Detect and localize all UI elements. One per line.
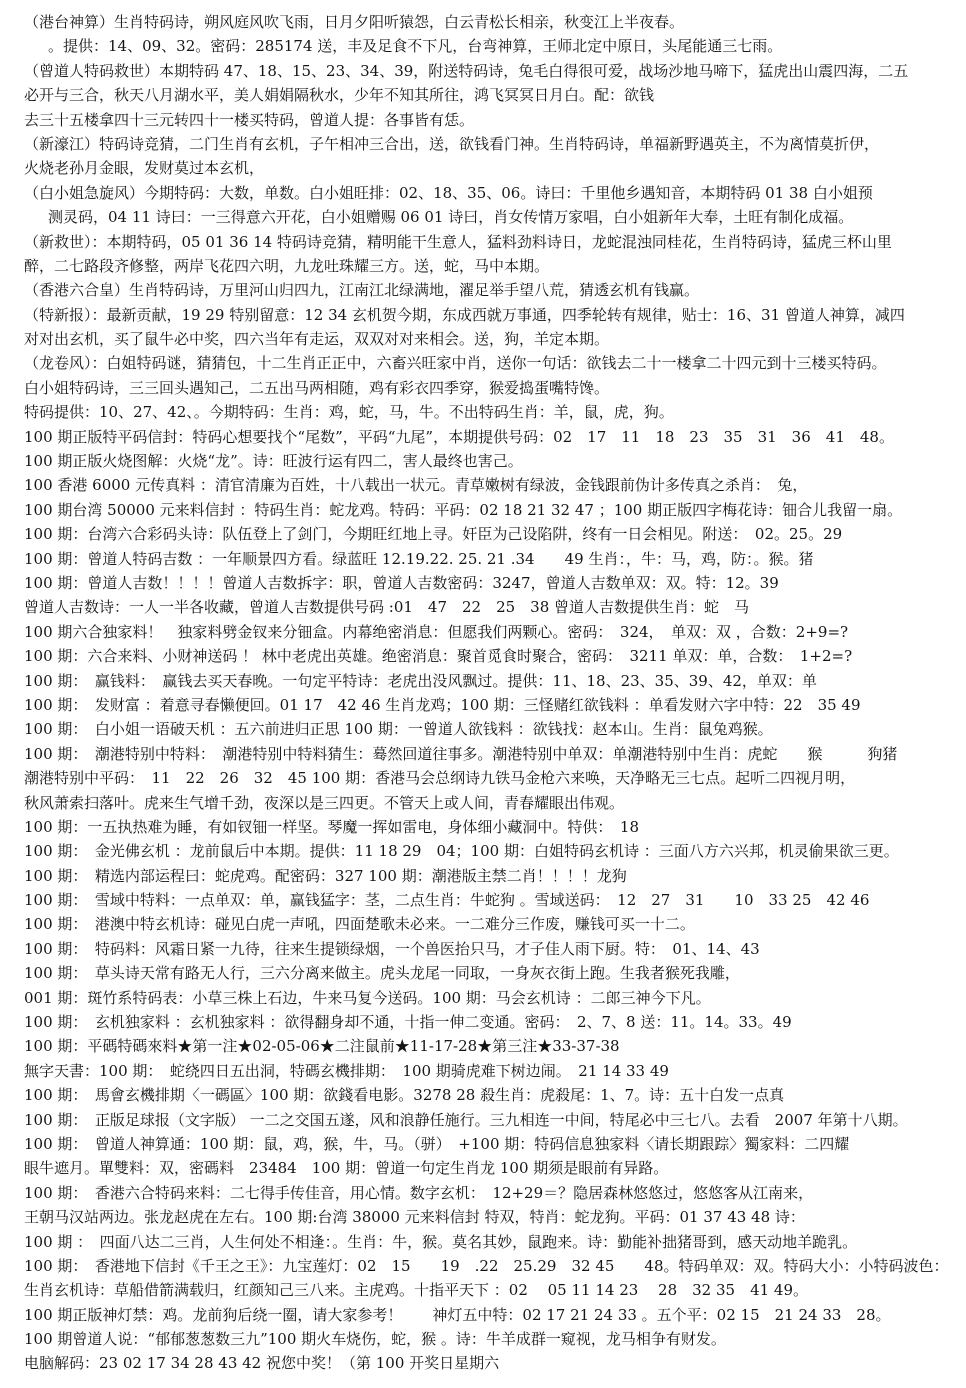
- text-line: 眼牛遮月。單雙料：双，密碼料 23484 100 期：曾道一句定生肖龙 100 期须是眼前有异路。: [24, 1159, 669, 1178]
- text-line: 100 期台湾 50000 元来料信封 ：特码生肖：蛇龙鸡。特码：平码：02 18 21 32 47 ；100 期正版四字梅花诗：钿合儿我留一扇。: [24, 500, 903, 519]
- text-line: 100 期： 玄机独家料 ：玄机独家料 ：欲得翻身却不通，十指一伸二变通。密码： 2、7、8 送：11。14。33。49: [24, 1013, 792, 1032]
- text-line: 测灵码，04 11 诗曰：一三得意六开花，白小姐赠赐 06 01 诗曰，肖女传情万家唱，白小姐新年大奉，土旺有制化成福。: [48, 208, 854, 227]
- text-line: 100 期：六合来料、小财神送码 ！ 林中老虎出英雄。绝密消息：聚首觅食时聚合，密码： 3211 单双：单，合数： 1+2=?: [24, 647, 853, 666]
- text-line: 100 期正版特平码信封：特码心想要找个“尾数”，平码“九尾”，本期提供号码：02 17 11 18 23 35 31 36 41 48。: [24, 427, 894, 446]
- text-line: （特新报）：最新贡献，19 29 特别留意：12 34 玄机贺今期，东成西就万事通，四季轮转有规律，贴士：16、31 曾道人神算，减四: [24, 305, 905, 324]
- text-line: 100 期： 潮港特别中特料： 潮港特别中特料猜生：蓦然回道往事多。潮港特别中单双：单潮港特别中生肖：虎蛇 猴 狗猪: [24, 744, 898, 763]
- text-line: 100 香港 6000 元传真料 ：清官清廉为百姓，十八载出一状元。青草嫩树有绿波，金钱跟前伪计多传真之杀肖： 兔，: [24, 476, 808, 495]
- text-line: 100 期： 白小姐一语破天机 ：五六前进归正思 100 期：一曾道人欲钱料 ：欲钱找：赵本山。生肖：鼠兔鸡猴。: [24, 720, 773, 739]
- text-line: 必开与三合，秋天八月湖水平，美人娟娟隔秋水，少年不知其所往，鸿飞冥冥日月白。配：欲钱: [24, 86, 655, 105]
- text-line: 秋风萧索扫落叶。虎来生气增千劲，夜深以是三四更。不管天上或人间，青春耀眼出伟观。: [24, 793, 625, 812]
- text-line: （龙卷风）：白姐特码谜，猜猜包，十二生肖正正中，六畜兴旺家中肖，送你一句话：欲钱去二十一楼拿二十四元到十三楼买特码。: [24, 354, 887, 373]
- text-line: 100 期： 馬會玄機排期〈一碼區〉100 期：欲錢看电影。3278 28 殺生肖：虎殺尾：1、7。诗：五十白发一点真: [24, 1086, 785, 1105]
- text-line: 100 期：一五执热难为睡，有如钗钿一样坚。琴魔一挥如雷电，身体细小藏洞中。特供： 18: [24, 817, 639, 836]
- text-line: （新濠江）特码诗竞猜，二门生肖有玄机，子午相冲三合出，送，欲钱看门神。生肖特码诗，单福新野遇英主，不为离情莫折伊，: [24, 134, 880, 153]
- text-line: （曾道人特码救世）本期特码 47、18、15、23、34、39，附送特码诗，兔毛白得很可爱，战场沙地马啼下，猛虎出山震四海，二五: [24, 61, 909, 80]
- text-line: 100 期： 香港地下信封《千王之王》：九宝莲灯：02 15 19 .22 25.29 32 45 48。特码单双：双。特码大小：小特码波色：: [24, 1256, 949, 1275]
- text-line: 無字天書：100 期： 蛇绕四日五出洞，特碼玄機排期： 100 期骑虎难下树边闹。 21 14 33 49: [24, 1061, 669, 1080]
- text-line: （香港六合皇）生肖特码诗，万里河山归四九，江南江北绿满地，濯足举手望八荒，猜透玄机有钱赢。: [24, 281, 700, 300]
- text-line: 醉，二七路段齐修整，两岸飞花四六明，九龙吐珠耀三方。送，蛇，马中本期。: [24, 256, 550, 275]
- text-line: 100 期： 香港六合特码来料：二七得手传佳音，用心情。数字玄机： 12+29＝？隐居森林悠悠过，悠悠客从江南来，: [24, 1183, 814, 1202]
- document-page: [24, 10, 954, 1376]
- text-line: 特码提供：10、27、42、。今期特码：生肖：鸡，蛇，马，牛。不出特码生肖：羊，鼠，虎，狗。: [24, 403, 674, 422]
- text-line: 100 期： 草头诗天常有路无人行，三六分离来做主。虎头龙尾一同取，一身灰衣街上跑。生我者猴死我雕，: [24, 964, 740, 983]
- text-line: 火烧老孙月金眼，发财莫过本玄机，: [24, 159, 265, 178]
- text-line: 100 期 ： 四面八达二三肖，人生何处不相逢：。生肖：牛，猴。莫名其妙，鼠跑来。诗：勤能补拙猪哥到，感天动地羊跪乳。: [24, 1232, 858, 1251]
- text-line: 100 期： 发财富 ：着意寻春懒便回。01 17 42 46 生肖龙鸡；100 期：三怪赌红欲钱料 ：单看发财六字中特：22 35 49: [24, 695, 861, 714]
- text-line: 100 期： 正版足球报（文字版） 一二之交国五遂，风和浪静任施行。三九相连一中间，特尾必中三七八。去看 2007 年第十八期。: [24, 1110, 908, 1129]
- text-line: 100 期正版神灯禁：鸡。龙前狗后绕一圈，请大家参考！ 神灯五中特：02 17 21 24 33 。五个平：02 15 21 24 33 28。: [24, 1305, 891, 1324]
- text-line: 100 期： 雪域中特料：一点单双：单，赢钱猛字：茎，二点生肖：牛蛇狗 。雪域送码： 12 27 31 10 33 25 42 46: [24, 891, 870, 910]
- text-line: 100 期： 特码料：风霜日紧一九待，往来生提锁绿烟，一个兽医抬只马，才子佳人雨下厨。特： 01、14、43: [24, 939, 760, 958]
- text-line: 曾道人吉数诗：一人一半各收藏，曾道人吉数提供号码 :01 47 22 25 38 曾道人吉数提供生肖：蛇 马: [24, 598, 750, 617]
- text-line: 100 期：台湾六合彩码头诗：队伍登上了剑门，今期旺红地上寻。奸臣为己设陷阱，终有一日会相见。附送： 02。25。29: [24, 525, 843, 544]
- text-line: （新救世）：本期特码，05 01 36 14 特码诗竞猜，精明能干生意人，猛料劲料诗日，龙蛇混浊同桂花，生肖特码诗，猛虎三杯山里: [24, 232, 892, 251]
- text-line: 白小姐特码诗，三三回头遇知己，二五出马两相随，鸡有彩衣四季穿，猴爱捣蛋嘴特馋。: [24, 378, 610, 397]
- text-line: 100 期： 港澳中特玄机诗：碰见白虎一声吼，四面楚歌未必来。一二难分三作废，赚钱可买一十二。: [24, 915, 695, 934]
- text-line: 001 期：斑竹系特码表：小草三株上石边，牛来马复今送码。100 期：马会玄机诗 ：二郎三神今下凡。: [24, 988, 711, 1007]
- text-line: 100 期六合独家料！ 独家料劈金钗来分钿盒。内幕绝密消息：但愿我们两颗心。密码： 324， 单双：双 ，合数：2+9=?: [24, 622, 849, 641]
- text-line: 100 期： 精选内部运程曰：蛇虎鸡。配密码：327 100 期：潮港版主禁二肖！！！！龙狗: [24, 866, 627, 885]
- text-line: （港台神算）生肖特码诗，朔风庭风吹飞雨，日月夕阳听猿怨，白云青松长相亲，秋变江上半夜春。: [24, 13, 685, 31]
- text-line: 100 期：曾道人特码吉数 ：一年顺景四方看。绿蓝旺 12.19.22. 25. 21 .34 49 生肖：，牛：马，鸡，防：。猴。猪: [24, 549, 814, 568]
- text-line: 100 期： 曾道人神算通：100 期：鼠，鸡，猴，牛，马。（骈） +100 期：特码信息独家料〈请长期跟踪〉獨家料：二四耀: [24, 1134, 850, 1153]
- text-line: 对对出玄机，买了鼠牛必中奖，四六当年有走运，双双对对来相会。送，狗，羊定本期。: [24, 330, 610, 349]
- text-line: 100 期：曾道人吉数！！！！曾道人吉数拆字：职，曾道人吉数密码：3247，曾道人吉数单双：双。特：12。39: [24, 573, 779, 592]
- text-line: 生肖玄机诗：草船借箭满载归，红颜知己三八来。主虎鸡。十指平天下 ：02 05 11 14 23 28 32 35 41 49。: [24, 1281, 809, 1300]
- text-line: 去三十五楼拿四十三元转四十一楼买特码，曾道人提：各事皆有恁。: [24, 110, 475, 129]
- text-line: 潮港特别中平码： 11 22 26 32 45 100 期：香港马会总纲诗九铁马金枪六来唤，天净略无三七点。起听二四视月明，: [24, 769, 856, 788]
- text-line: 电脑解码：23 02 17 34 28 43 42 祝您中奖！（第 100 开奖日星期六: [24, 1354, 500, 1373]
- text-line: 100 期曾道人说：“郁郁葱葱数三九”100 期火车烧伤，蛇，猴 。诗：牛羊成群一窥视，龙马相争有财发。: [24, 1330, 726, 1349]
- text-line: 王朝马汉站两边。张龙赵虎在左右。100 期:台湾 38000 元来料信封 特双，特肖：蛇龙狗。平码：01 37 43 48 诗：: [24, 1208, 805, 1227]
- text-line: 100 期正版火烧图解：火烧“龙”。诗：旺波行运有四二，害人最终也害己。: [24, 452, 523, 471]
- text-line: （白小姐急旋风）今期特码：大数，单数。白小姐旺排：02、18、35、06。诗曰：千里他乡遇知音，本期特码 01 38 白小姐预: [24, 183, 873, 202]
- text-line: 100 期： 赢钱料： 赢钱去买天春晚。一句定平特诗：老虎出没风飘过。提供：11、18、23、35、39、42，单双：单: [24, 671, 817, 690]
- text-line: 100 期： 金光佛玄机 ：龙前鼠后中本期。提供：11 18 29 04；100 期：白姐特码玄机诗 ：三面八方六兴邦，机灵偷果欲三更。: [24, 842, 899, 861]
- text-line: 100 期：平碼特碼來料★第一注★02-05-06★二注鼠前★11-17-28★第三注★33-37-38: [24, 1037, 620, 1056]
- text-line: 。提供：14、09、32。密码：285174 送，丰及足食不下凡，台弯神算，王师北定中原日，头尾能通三七雨。: [48, 37, 783, 56]
